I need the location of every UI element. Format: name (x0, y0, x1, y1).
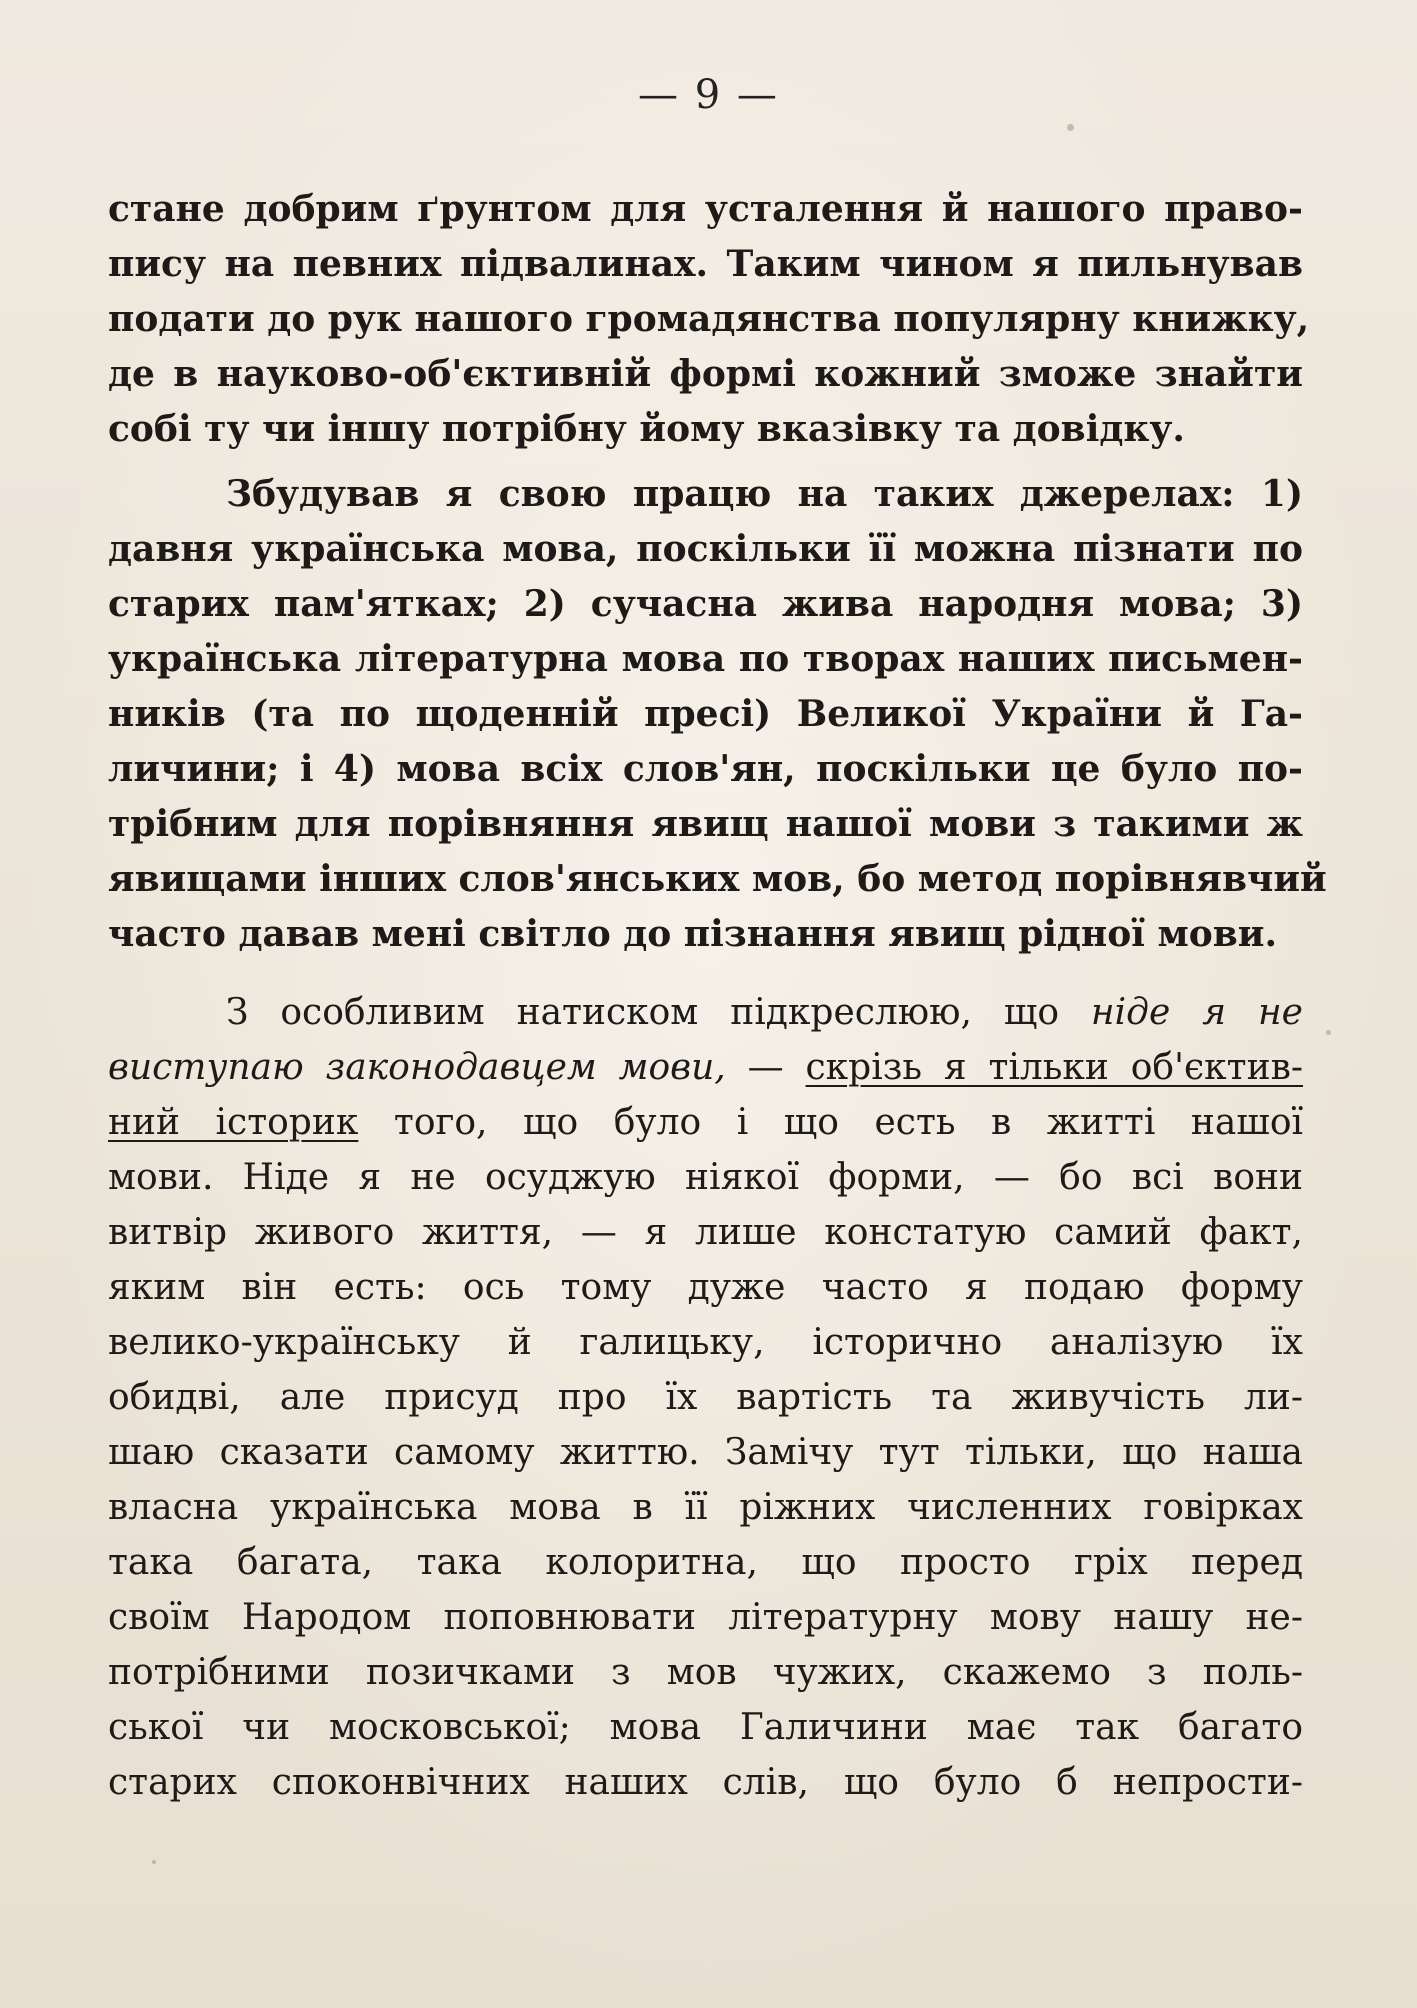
text-line: витвір живого життя, — я лише констатую самий факт, (108, 1212, 1303, 1253)
emphasis-text: ніде я не (1090, 992, 1303, 1033)
paragraph-1 (108, 182, 1310, 457)
text-line: ської чи московської; мова Галичини має так багато (108, 1707, 1303, 1748)
text-run: — (725, 1047, 806, 1088)
text-line: обидві, але присуд про їх вартість та живучість ли- (108, 1377, 1303, 1418)
text-run: З особливим натиском підкреслюю, що (226, 992, 1091, 1033)
underlined-text: скрізь я тільки об'єктив- (805, 1047, 1304, 1088)
page-number: — 9 — (638, 72, 779, 118)
text-line: личини; і 4) мова всіх слов'ян, поскільки це було по- (108, 748, 1303, 790)
text-line: де в науково-об'єктивній формі кожний зможе знайти (108, 353, 1303, 395)
text-line: старих пам'ятках; 2) сучасна жива народня мова; 3) (108, 583, 1303, 625)
text-line: Збудував я свою працю на таких джерелах: 1) (226, 473, 1303, 515)
text-line: давня українська мова, поскільки її можна пізнати по (108, 528, 1303, 570)
text-line: явищами інших слов'янських мов, бо метод порівнявчий (108, 858, 1327, 900)
text-line: яким він есть: ось тому дуже часто я подаю форму (108, 1267, 1303, 1308)
text-line: собі ту чи іншу потрібну йому вказівку та довідку. (108, 408, 1185, 450)
text-line: своїм Народом поповнювати літературну мову нашу не- (108, 1597, 1303, 1638)
text-line: велико-українську й галицьку, історично аналізую їх (108, 1322, 1303, 1363)
paper-speck (152, 1860, 156, 1864)
text-line: українська літературна мова по творах наших письмен- (108, 638, 1303, 680)
paragraph-2 (108, 467, 1327, 962)
text-line: часто давав мені світло до пізнання явищ рідної мови. (108, 913, 1278, 955)
text-line (108, 1040, 1303, 1095)
text-line: потрібними позичками з мов чужих, скажемо з поль- (108, 1652, 1303, 1693)
paper-speck (1326, 1030, 1331, 1035)
text-line: шаю сказати самому життю. Замічу тут тільки, що наша (108, 1432, 1303, 1473)
text-line: ників (та по щоденній пресі) Великої України й Га- (108, 693, 1303, 735)
paper-speck (1067, 124, 1074, 131)
underlined-text: ний історик (108, 1102, 359, 1143)
text-run: того, що було і що есть в житті нашої (358, 1102, 1304, 1143)
paragraph-3 (108, 985, 1303, 1810)
text-line: старих споконвічних наших слів, що було б непрости- (108, 1762, 1303, 1803)
text-line (108, 1095, 1303, 1150)
text-line (108, 985, 1303, 1040)
text-line: стане добрим ґрунтом для усталення й нашого право- (108, 188, 1303, 230)
text-line: трібним для порівняння явищ нашої мови з такими ж (108, 803, 1303, 845)
text-line: пису на певних підвалинах. Таким чином я пильнував (108, 243, 1303, 285)
text-line: подати до рук нашого громадянства популярну книжку, (108, 298, 1310, 340)
text-line: мови. Ніде я не осуджую ніякої форми, — бо всі вони (108, 1157, 1303, 1198)
emphasis-text: виступаю законодавцем мови, (108, 1047, 726, 1088)
text-line: така багата, така колоритна, що просто гріх перед (108, 1542, 1303, 1583)
text-line: власна українська мова в її ріжних численних говірках (108, 1487, 1303, 1528)
